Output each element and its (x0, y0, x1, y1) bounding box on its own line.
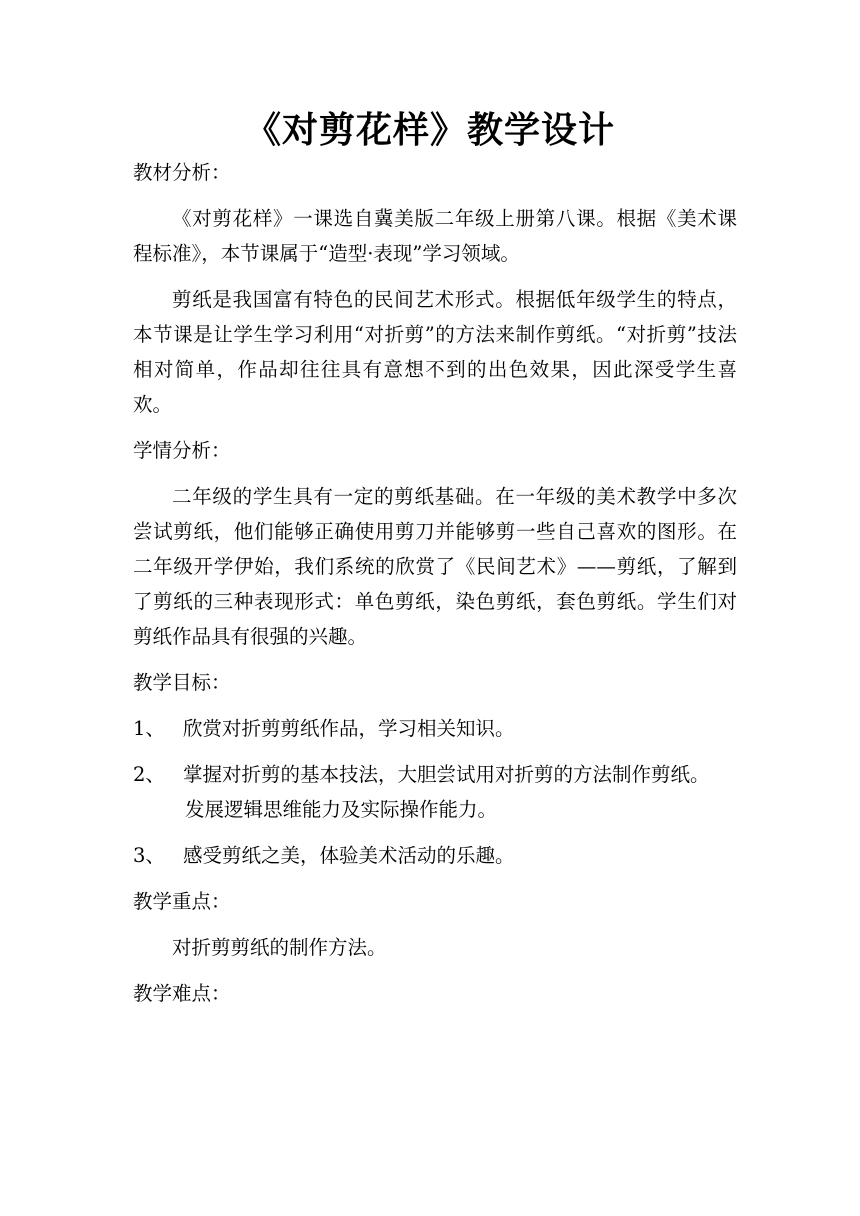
section-heading-key: 教学重点： (133, 890, 231, 913)
goal-text-continuation: 发展逻辑思维能力及实际操作能力。 (185, 798, 498, 821)
goal-text: 感受剪纸之美，体验美术活动的乐趣。 (183, 844, 515, 867)
goal-item-2 (133, 757, 737, 827)
goal-item-3 (133, 838, 737, 873)
section-heading-goals: 教学目标： (133, 671, 231, 694)
document-body (133, 155, 737, 1022)
goal-number: 1、 (133, 717, 165, 740)
goal-text: 欣赏对折剪剪纸作品，学习相关知识。 (183, 717, 515, 740)
paragraph-material-2: 剪纸是我国富有特色的民间艺术形式。根据低年级学生的特点，本节课是让学生学习利用“对折剪”的方法来制作剪纸。“对折剪”技法相对简单，作品却往往具有意想不到的出色效果，因此深受学生喜欢。 (133, 288, 737, 416)
paragraph-students-1: 二年级的学生具有一定的剪纸基础。在一年级的美术教学中多次尝试剪纸，他们能够正确使用剪刀并能够剪一些自己喜欢的图形。在二年级开学伊始，我们系统的欣赏了《民间艺术》——剪纸，了解到了剪纸的三种表现形式：单色剪纸，染色剪纸，套色剪纸。学生们对剪纸作品具有很强的兴趣。 (133, 485, 737, 648)
section-heading-difficulty: 教学难点： (133, 982, 231, 1005)
paragraph-material-1: 《对剪花样》一课选自冀美版二年级上册第八课。根据《美术课程标准》，本节课属于“造型·表现”学习领域。 (133, 207, 737, 265)
goal-number: 2、 (133, 763, 165, 786)
goal-item-1 (133, 711, 737, 746)
goal-text-wrapper (183, 757, 737, 827)
goal-number: 3、 (133, 844, 165, 867)
goal-text: 掌握对折剪的基本技法，大胆尝试用对折剪的方法制作剪纸。 (183, 763, 710, 786)
paragraph-key-1: 对折剪剪纸的制作方法。 (172, 936, 387, 959)
section-heading-students: 学情分析： (133, 439, 231, 462)
section-heading-material: 教材分析： (133, 161, 231, 184)
document-title: 《对剪花样》教学设计 (244, 109, 615, 151)
